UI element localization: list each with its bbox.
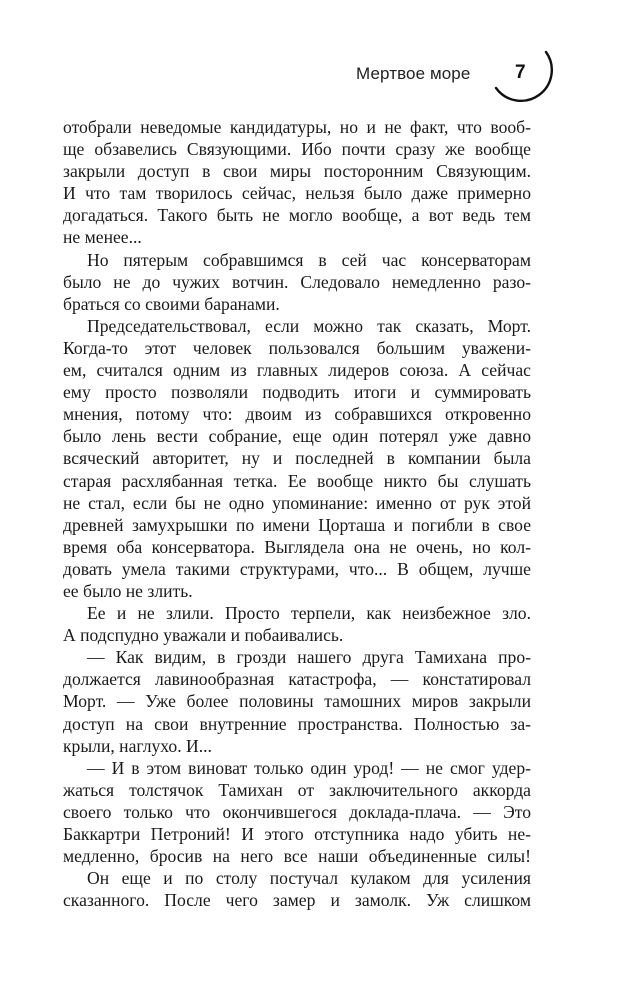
text-line: Морт. — Уже более половины тамошних миров закрыли bbox=[63, 691, 531, 712]
text-line: закрыли доступ в свои миры посторонним Связующим. bbox=[63, 161, 531, 182]
text-line: Председательствовал, если можно так сказать, Морт. bbox=[87, 315, 531, 336]
text-line: Ее и не злили. Просто терпели, как неизбежное зло. bbox=[87, 603, 531, 624]
text-line: было не до чужих вотчин. Следовало немедленно разо- bbox=[63, 271, 531, 292]
page-number: 7 bbox=[515, 62, 526, 83]
text-line: медленно, бросив на него все наши объединенные силы! bbox=[63, 846, 531, 867]
text-line: — Как видим, в грозди нашего друга Тамихана про- bbox=[87, 647, 531, 668]
text-line: не стал, если бы не одно упоминание: именно от рук этой bbox=[63, 492, 531, 513]
text-line: мнения, потому что: двоим из собравшихся откровенно bbox=[63, 404, 531, 425]
text-line: сказанного. После чего замер и замолк. Уж слишком bbox=[63, 890, 531, 911]
text-line: было лень вести собрание, еще один потерял уже давно bbox=[63, 426, 531, 447]
text-line: крыли, наглухо. И... bbox=[63, 735, 212, 756]
text-line: Но пятерым собравшимся в сей час консерваторам bbox=[87, 249, 531, 270]
running-title: Мертвое море bbox=[356, 64, 471, 83]
text-line: довать умела такими структурами, что... В общем, лучше bbox=[63, 558, 531, 579]
text-line: Баккартри Петроний! И этого отступника надо убить не- bbox=[63, 824, 531, 844]
text-line: ему просто позволяли подводить итоги и суммировать bbox=[63, 382, 531, 403]
text-line: — И в этом виноват только один урод! — не смог удер- bbox=[87, 757, 531, 778]
text-line: Он еще и по столу постучал кулаком для усиления bbox=[87, 868, 531, 889]
text-line: не менее... bbox=[63, 227, 142, 248]
text-line: должается лавинообразная катастрофа, — констатировал bbox=[63, 669, 531, 690]
text-line: время оба консерватора. Выглядела она не очень, но кол- bbox=[63, 536, 531, 557]
text-line: ем, считался одним из главных лидеров союза. А сейчас bbox=[63, 360, 531, 381]
text-line: доступ на свои внутренние пространства. Полностью за- bbox=[63, 713, 531, 734]
text-line: старая расхлябанная тетка. Ее вообще никто бы слушать bbox=[63, 470, 531, 491]
text-line: браться со своими баранами. bbox=[63, 293, 280, 314]
text-line: И что там творилось сейчас, нельзя было даже примерно bbox=[63, 183, 531, 204]
text-line: А подспудно уважали и побаивались. bbox=[63, 625, 344, 646]
text-line: Когда-то этот человек пользовался большим уважени- bbox=[63, 337, 531, 358]
text-line: ще обзавелись Связующими. Ибо почти сразу же вообще bbox=[63, 139, 531, 160]
text-line: ее было не злить. bbox=[63, 580, 193, 601]
body-text bbox=[63, 116, 531, 911]
text-line: отобрали неведомые кандидатуры, но и не факт, что вооб- bbox=[63, 117, 531, 137]
text-line: жаться толстячок Тамихан от заключительного аккорда bbox=[63, 779, 531, 800]
text-line: древней замухрышки по имени Цорташа и погибли в свое bbox=[63, 514, 531, 535]
text-line: догадаться. Такого быть не могло вообще, а вот ведь тем bbox=[63, 205, 531, 226]
text-line: всяческий авторитет, ну и последней в компании была bbox=[63, 448, 531, 469]
text-line: своего только что окончившегося доклада-плача. — Это bbox=[63, 801, 531, 822]
